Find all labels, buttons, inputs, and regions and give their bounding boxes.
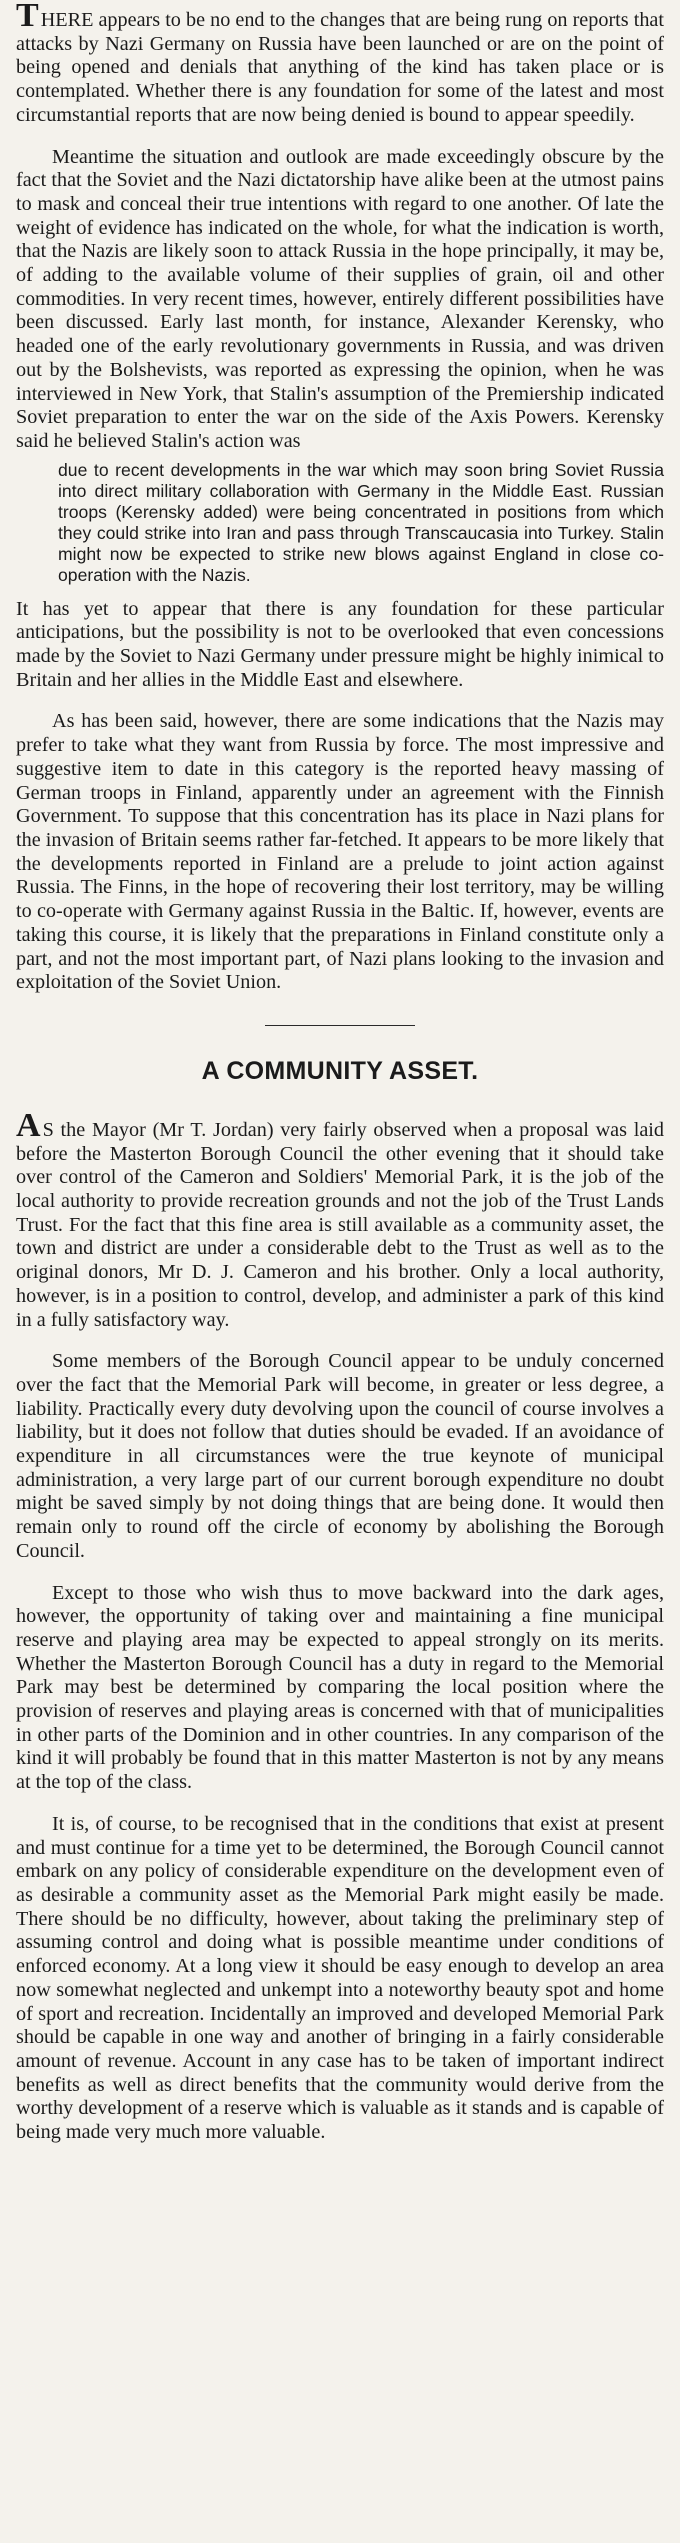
article2-paragraph-1: AS the Mayor (Mr T. Jordan) very fairly observed when a proposal was laid before the Masterton Borough Council the other evening that it should take over control of the Cameron and Soldiers' Memorial Park, it is the job of the local authority to provide recreation grounds and not the job of the Trust Lands Trust. For the fact that this fine area is still available as a community asset, the town and district are under a considerable debt to the Trust as well as to the original donors, Mr D. J. Cameron and his brother. Only a local authority, however, is in a position to control, develop, and administer a park of this kind in a fully satisfactory way.	[16, 1106, 664, 1331]
article1-quotation: due to recent developments in the war which may soon bring Soviet Russia into direct military collaboration with Germany in the Middle East. Russian troops (Kerensky added) were being concentrated in positions from which they could strike into Iran and pass through Transcaucasia into Turkey. Stalin might now be expected to strike new blows against England in close co-operation with the Nazis.	[58, 459, 664, 585]
section-divider	[265, 1025, 415, 1026]
article1-paragraph-4: As has been said, however, there are some indications that the Nazis may prefer to take what they want from Russia by force. The most impressive and suggestive item to date in this category is the reported heavy massing of German troops in Finland, apparently under an agreement with the Finnish Government. To suppose that this concentration has its place in Nazi plans for the invasion of Britain seems rather far-fetched. It appears to be more likely that the developments reported in Finland are a prelude to joint action against Russia. The Finns, in the hope of recovering their lost territory, may be willing to co-operate with Germany against Russia in the Baltic. If, however, events are taking this course, it is likely that the preparations in Finland constitute only a part, and not the most important part, of Nazi plans looking to the invasion and exploitation of the Soviet Union.	[16, 710, 664, 994]
article2-heading: A COMMUNITY ASSET.	[201, 1056, 479, 1085]
article-community-asset	[16, 1056, 664, 2145]
article1-paragraph-3: It has yet to appear that there is any foundation for these particular anticipations, but the possibility is not to be overlooked that even concessions made by the Soviet to Nazi Germany under pressure might be highly inimical to Britain and her allies in the Middle East and elsewhere.	[16, 597, 664, 691]
article2-paragraph-2: Some members of the Borough Council appear to be unduly concerned over the fact that the Memorial Park will become, in greater or less degree, a liability. Practically every duty devolving upon the council of course involves a liability, but it does not follow that duties should be evaded. If an avoidance of expenditure in all circumstances were the true keynote of municipal administration, a very large part of our current borough expenditure no doubt might be saved simply by not doing things that are being done. It would then remain only to round off the circle of economy by abolishing the Borough Council.	[16, 1350, 664, 1562]
article1-paragraph-2: Meantime the situation and outlook are made exceedingly obscure by the fact that the Soviet and the Nazi dictatorship have alike been at the utmost pains to mask and conceal their true intentions with regard to one another. Of late the weight of evidence has indicated on the whole, for what the indication is worth, that the Nazis are likely soon to attack Russia in the hope principally, it may be, of adding to the available volume of their supplies of grain, oil and other commodities. In very recent times, however, entirely different possibilities have been discussed. Early last month, for instance, Alexander Kerensky, who headed one of the early revolutionary governments in Russia, and was driven out by the Bolshevists, was reported as expressing the opinion, when he was interviewed in New York, that Stalin's assumption of the Premiership indicated Soviet preparation to enter the war on the side of the Axis Powers. Kerensky said he believed Stalin's action was	[16, 145, 664, 452]
article2-paragraph-4: It is, of course, to be recognised that in the conditions that exist at present and must continue for a time yet to be determined, the Borough Council cannot embark on any policy of considerable expenditure on the development even of as desirable a community asset as the Memorial Park might easily be made. There should be no difficulty, however, about taking the preliminary step of assuming control and doing what is possible meantime under conditions of enforced economy. At a long view it should be easy enough to develop an area now somewhat neglected and unkempt into a noteworthy beauty spot and home of sport and recreation. Incidentally an improved and developed Memorial Park should be capable in one way and another of bringing in a fairly considerable amount of revenue. Account in any case has to be taken of important indirect benefits as well as direct benefits that the community would derive from the worthy development of a reserve which is valuable as it stands and is capable of being made very much more valuable.	[16, 1812, 664, 2144]
article2-paragraph-3: Except to those who wish thus to move backward into the dark ages, however, the opportunity of taking over and maintaining a fine municipal reserve and playing area may be expected to appeal strongly on its merits. Whether the Masterton Borough Council has a duty in regard to the Memorial Park may best be determined by comparing the local position where the provision of reserves and playing areas is concerned with that of municipalities in other parts of the Dominion and in other countries. In any comparison of the kind it will probably be found that in this matter Masterton is not by any means at the top of the class.	[16, 1581, 664, 1794]
article-nazi-russia	[16, 0, 664, 995]
article1-paragraph-1: THERE appears to be no end to the changes that are being rung on reports that attacks by Nazi Germany on Russia have been launched or are on the point of being opened and denials that anything of the kind has taken place or is contemplated. Whether there is any foundation for some of the latest and most circumstantial reports that are now being denied is bound to appear speedily.	[16, 0, 664, 126]
